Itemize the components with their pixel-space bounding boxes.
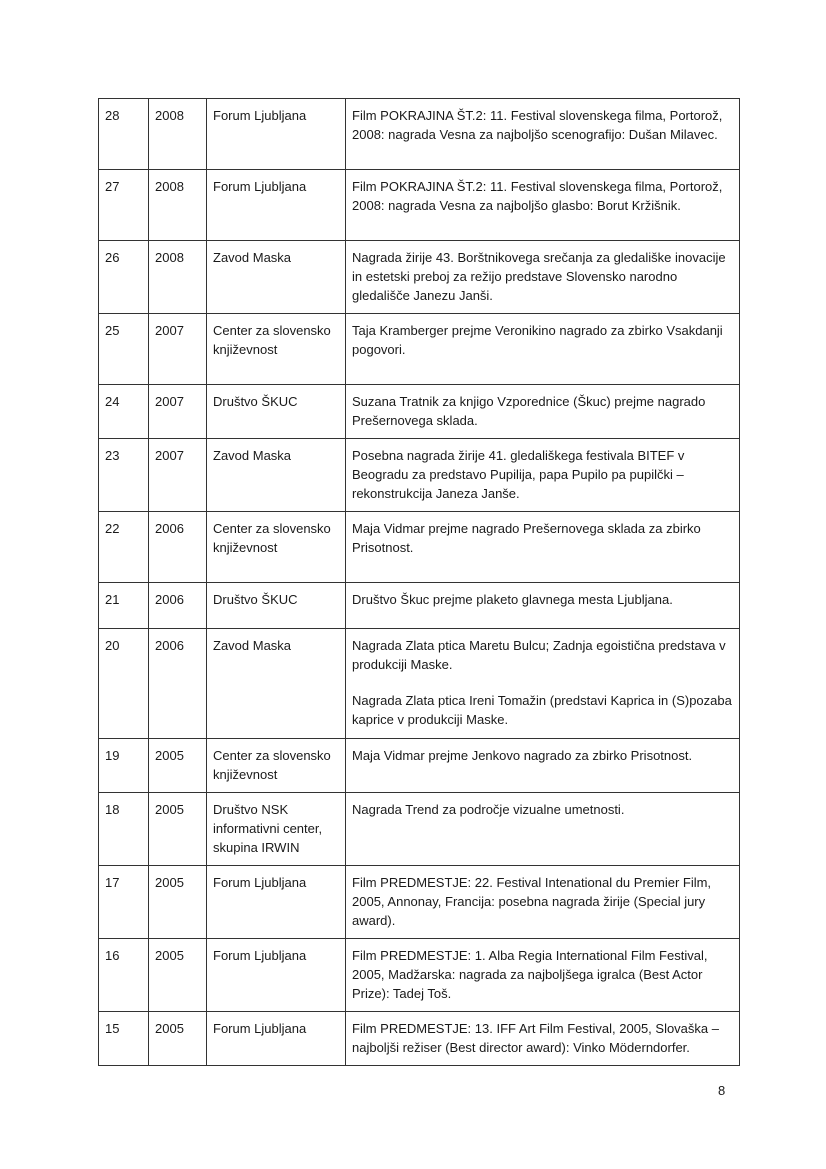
description-cell bbox=[346, 583, 740, 629]
description-paragraph: Film PREDMESTJE: 13. IFF Art Film Festival, 2005, Slovaška – najboljši režiser (Best director award): Vinko Möderndorfer. bbox=[352, 1021, 719, 1055]
description-paragraph: Nagrada Zlata ptica Ireni Tomažin (predstavi Kaprica in (S)pozaba kaprice v produkciji Maske. bbox=[352, 693, 732, 727]
description-cell bbox=[346, 739, 740, 793]
organization-cell: Forum Ljubljana bbox=[207, 866, 346, 939]
awards-table bbox=[98, 98, 740, 1066]
table-row bbox=[99, 793, 740, 866]
organization-cell: Center za slovensko književnost bbox=[207, 512, 346, 583]
description-cell bbox=[346, 939, 740, 1012]
year-cell: 2008 bbox=[149, 99, 207, 170]
year-cell: 2007 bbox=[149, 439, 207, 512]
year-cell: 2005 bbox=[149, 739, 207, 793]
row-number-cell: 22 bbox=[99, 512, 149, 583]
description-paragraph: Nagrada Trend za področje vizualne umetnosti. bbox=[352, 802, 625, 817]
table-row bbox=[99, 739, 740, 793]
organization-cell: Zavod Maska bbox=[207, 241, 346, 314]
description-paragraph: Nagrada Zlata ptica Maretu Bulcu; Zadnja egoistična predstava v produkciji Maske. bbox=[352, 638, 726, 672]
description-cell bbox=[346, 629, 740, 739]
organization-cell: Forum Ljubljana bbox=[207, 99, 346, 170]
year-cell: 2007 bbox=[149, 385, 207, 439]
description-paragraph: Taja Kramberger prejme Veronikino nagrado za zbirko Vsakdanji pogovori. bbox=[352, 323, 723, 357]
row-number-cell: 21 bbox=[99, 583, 149, 629]
row-number-cell: 23 bbox=[99, 439, 149, 512]
table-row bbox=[99, 385, 740, 439]
row-number-cell: 20 bbox=[99, 629, 149, 739]
year-cell: 2007 bbox=[149, 314, 207, 385]
year-cell: 2005 bbox=[149, 793, 207, 866]
row-number-cell: 18 bbox=[99, 793, 149, 866]
row-number-cell: 24 bbox=[99, 385, 149, 439]
description-paragraph: Suzana Tratnik za knjigo Vzporednice (Škuc) prejme nagrado Prešernovega sklada. bbox=[352, 394, 706, 428]
description-cell bbox=[346, 170, 740, 241]
description-paragraph: Društvo Škuc prejme plaketo glavnega mesta Ljubljana. bbox=[352, 592, 673, 607]
year-cell: 2006 bbox=[149, 583, 207, 629]
row-number-cell: 16 bbox=[99, 939, 149, 1012]
year-cell: 2005 bbox=[149, 866, 207, 939]
description-paragraph: Film PREDMESTJE: 1. Alba Regia International Film Festival, 2005, Madžarska: nagrada za najboljšega igralca (Best Actor Prize): Tadej Toš. bbox=[352, 948, 708, 1001]
row-number-cell: 26 bbox=[99, 241, 149, 314]
table-row bbox=[99, 1012, 740, 1066]
row-number-cell: 28 bbox=[99, 99, 149, 170]
table-row bbox=[99, 866, 740, 939]
organization-cell: Forum Ljubljana bbox=[207, 170, 346, 241]
description-cell bbox=[346, 99, 740, 170]
description-cell bbox=[346, 439, 740, 512]
description-paragraph: Film POKRAJINA ŠT.2: 11. Festival slovenskega filma, Portorož, 2008: nagrada Vesna za najboljšo scenografijo: Dušan Milavec. bbox=[352, 108, 723, 142]
row-number-cell: 25 bbox=[99, 314, 149, 385]
year-cell: 2008 bbox=[149, 170, 207, 241]
organization-cell: Društvo ŠKUC bbox=[207, 385, 346, 439]
year-cell: 2005 bbox=[149, 939, 207, 1012]
row-number-cell: 19 bbox=[99, 739, 149, 793]
description-cell bbox=[346, 512, 740, 583]
awards-table-body bbox=[99, 99, 740, 1066]
organization-cell: Društvo ŠKUC bbox=[207, 583, 346, 629]
organization-cell: Forum Ljubljana bbox=[207, 1012, 346, 1066]
table-row bbox=[99, 99, 740, 170]
description-paragraph: Posebna nagrada žirije 41. gledališkega festivala BITEF v Beogradu za predstavo Pupilija, papa Pupilo pa pupilčki – rekonstrukcija Janeza Janše. bbox=[352, 448, 685, 501]
table-row bbox=[99, 939, 740, 1012]
description-paragraph: Nagrada žirije 43. Borštnikovega srečanja za gledališke inovacije in estetski preboj za režijo predstave Slovensko narodno gledališče Janezu Janši. bbox=[352, 250, 726, 303]
row-number-cell: 15 bbox=[99, 1012, 149, 1066]
description-paragraph: Maja Vidmar prejme Jenkovo nagrado za zbirko Prisotnost. bbox=[352, 748, 693, 763]
year-cell: 2006 bbox=[149, 629, 207, 739]
year-cell: 2008 bbox=[149, 241, 207, 314]
description-paragraph: Film PREDMESTJE: 22. Festival Intenational du Premier Film, 2005, Annonay, Francija: posebna nagrada žirije (Special jury award). bbox=[352, 875, 712, 928]
organization-cell: Zavod Maska bbox=[207, 629, 346, 739]
page-number: 8 bbox=[718, 1083, 726, 1098]
table-row bbox=[99, 512, 740, 583]
year-cell: 2005 bbox=[149, 1012, 207, 1066]
description-cell bbox=[346, 385, 740, 439]
table-row bbox=[99, 241, 740, 314]
table-row bbox=[99, 629, 740, 739]
organization-cell: Center za slovensko književnost bbox=[207, 739, 346, 793]
row-number-cell: 17 bbox=[99, 866, 149, 939]
table-row bbox=[99, 170, 740, 241]
table-row bbox=[99, 583, 740, 629]
description-cell bbox=[346, 793, 740, 866]
description-cell bbox=[346, 314, 740, 385]
description-cell bbox=[346, 241, 740, 314]
description-paragraph: Film POKRAJINA ŠT.2: 11. Festival slovenskega filma, Portorož, 2008: nagrada Vesna za najboljšo glasbo: Borut Kržišnik. bbox=[352, 179, 723, 213]
description-paragraph: Maja Vidmar prejme nagrado Prešernovega sklada za zbirko Prisotnost. bbox=[352, 521, 701, 555]
organization-cell: Forum Ljubljana bbox=[207, 939, 346, 1012]
description-cell bbox=[346, 1012, 740, 1066]
organization-cell: Center za slovensko književnost bbox=[207, 314, 346, 385]
year-cell: 2006 bbox=[149, 512, 207, 583]
description-cell bbox=[346, 866, 740, 939]
organization-cell: Zavod Maska bbox=[207, 439, 346, 512]
table-row bbox=[99, 439, 740, 512]
organization-cell: Društvo NSK informativni center, skupina IRWIN bbox=[207, 793, 346, 866]
table-row bbox=[99, 314, 740, 385]
row-number-cell: 27 bbox=[99, 170, 149, 241]
